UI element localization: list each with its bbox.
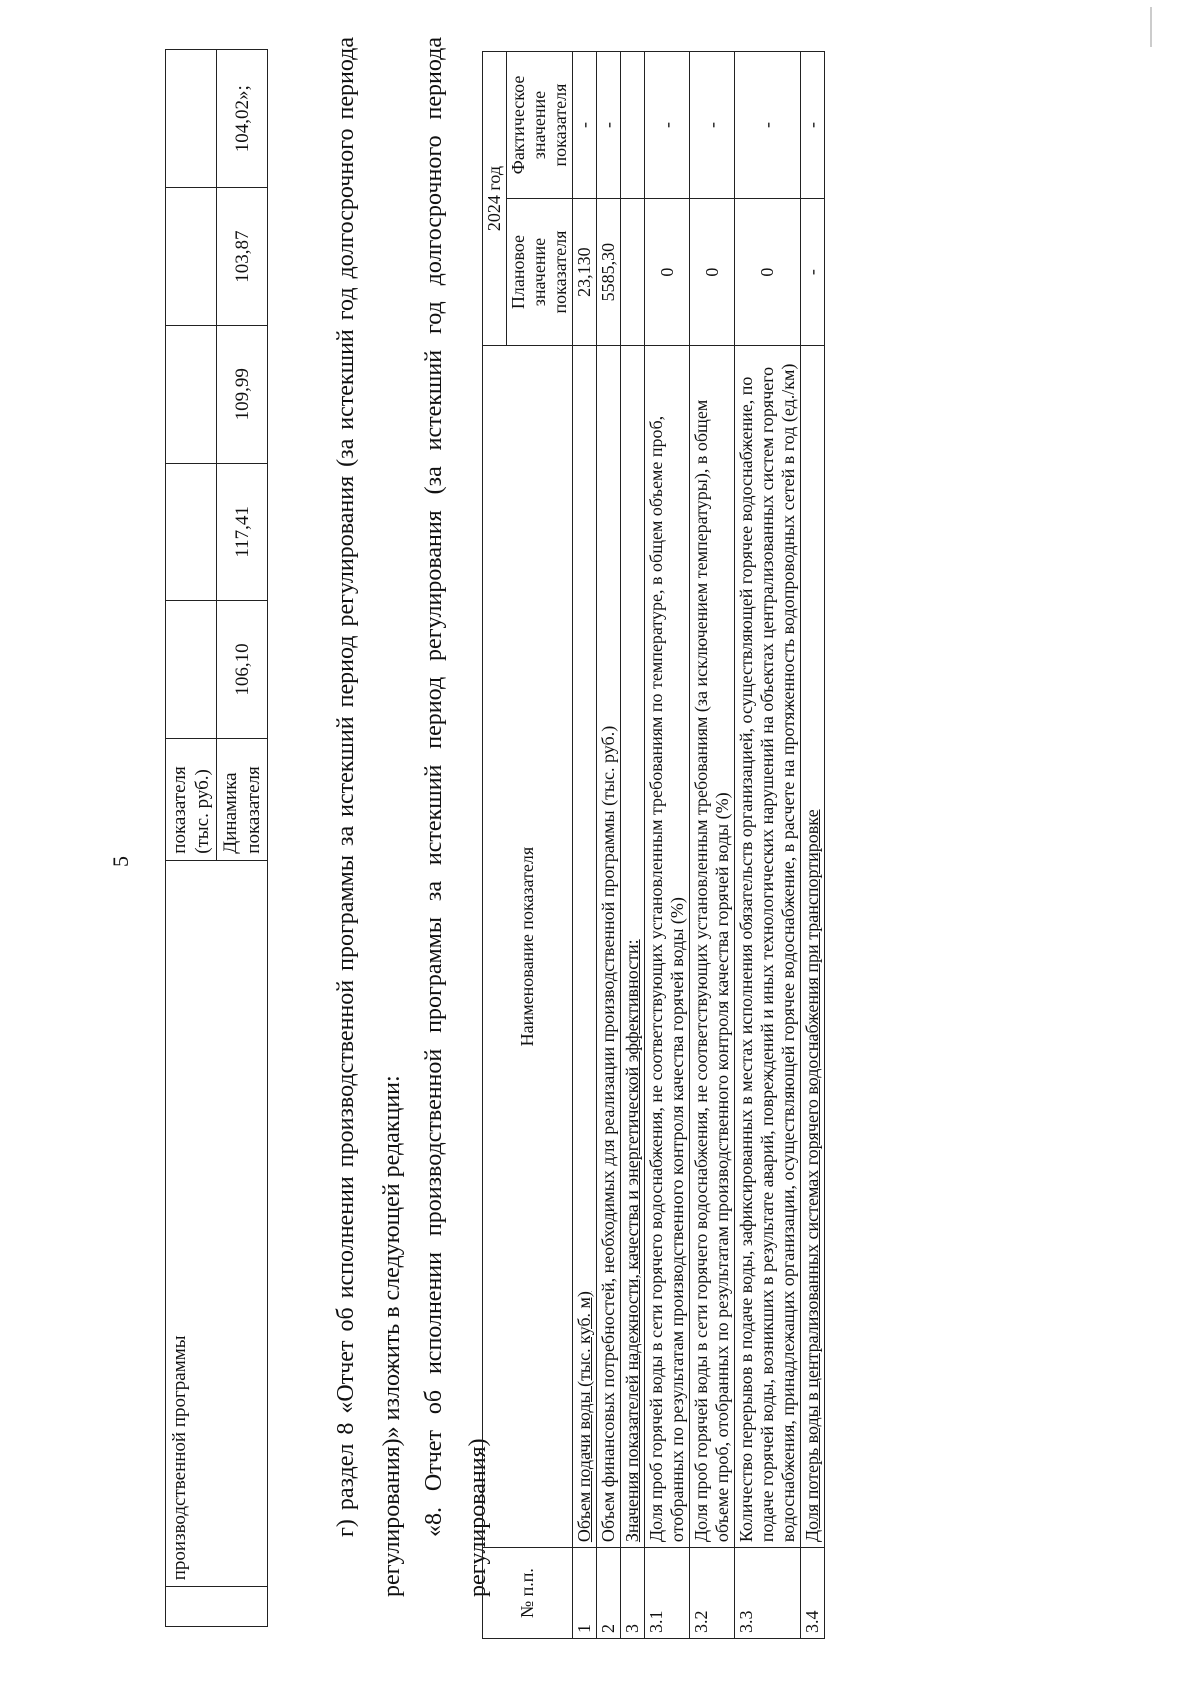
row-name: Значения показателей надежности, качества и энергетической эффективности: bbox=[621, 346, 645, 1548]
row-num: 2 bbox=[597, 1548, 621, 1639]
paragraph-section-title: «8. Отчет об исполнении производственной программы за истекший период регулирования (за истекший год долгосрочного периода регулирования) bbox=[421, 37, 491, 1597]
header-plan: Плановое значение показателя bbox=[507, 199, 573, 346]
row-name: Доля потерь воды в централизованных системах горячего водоснабжения при транспортировке bbox=[801, 346, 825, 1548]
paragraph-amendment: г) раздел 8 «Отчет об исполнении производственной программы за истекший период регулирования (за истекший год долгосрочного периода регулирования)» изложить в следующей редакции: bbox=[333, 37, 405, 1597]
report-table bbox=[482, 51, 825, 1639]
top-table bbox=[165, 49, 268, 1627]
row-plan: 5585,30 bbox=[597, 199, 621, 346]
row-name: Объем финансовых потребностей, необходимых для реализации производственной программы (тыс. руб.) bbox=[597, 346, 621, 1548]
sub-label: показателя (тыс. руб.) bbox=[166, 738, 217, 860]
value-cell: 109,99 bbox=[217, 325, 268, 463]
table-row bbox=[645, 52, 690, 1639]
row-name: Объем подачи воды (тыс. куб. м) bbox=[573, 346, 597, 1548]
page-edge-mark bbox=[1150, 7, 1152, 47]
sub-label: Динамика показателя bbox=[217, 738, 268, 860]
row-plan: 0 bbox=[645, 199, 690, 346]
header-num: № п.п. bbox=[483, 1548, 573, 1639]
row-num: 3.3 bbox=[735, 1548, 801, 1639]
row-label: производственной программы bbox=[166, 860, 268, 1587]
table-row bbox=[690, 52, 735, 1639]
value-cell: 103,87 bbox=[217, 188, 268, 326]
table-row bbox=[801, 52, 825, 1639]
row-num: 3 bbox=[621, 1548, 645, 1639]
value-cell: 104,02»; bbox=[217, 50, 268, 188]
header-year: 2024 год bbox=[483, 52, 507, 346]
value-cell: 106,10 bbox=[217, 601, 268, 739]
row-plan: - bbox=[801, 199, 825, 346]
row-plan: 0 bbox=[735, 199, 801, 346]
row-fact: - bbox=[573, 52, 597, 199]
row-num: 3.2 bbox=[690, 1548, 735, 1639]
value-cell: 117,41 bbox=[217, 463, 268, 601]
table-row bbox=[573, 52, 597, 1639]
header-fact: Фактическое значение показателя bbox=[507, 52, 573, 199]
row-num: 3.4 bbox=[801, 1548, 825, 1639]
row-num: 3.1 bbox=[645, 1548, 690, 1639]
row-plan: 0 bbox=[690, 199, 735, 346]
row-plan bbox=[621, 199, 645, 346]
row-fact: - bbox=[645, 52, 690, 199]
table-row bbox=[166, 50, 217, 1627]
table-row bbox=[621, 52, 645, 1639]
row-fact: - bbox=[690, 52, 735, 199]
table-row bbox=[597, 52, 621, 1639]
header-row bbox=[483, 52, 507, 1639]
table-row bbox=[735, 52, 801, 1639]
row-name: Количество перерывов в подаче воды, зафиксированных в местах исполнения обязательств организацией, осуществляющей горячее водоснабжение, по подаче горячей воды, возникших в результате аварий, повреждений и иных технологических нарушений на объектах централизованных систем горячего водоснабжения, принадлежащих организации, осуществляющей горячее водоснабжение, в расчете на протяженность водопроводных сетей в год (ед./км) bbox=[735, 346, 801, 1548]
row-plan: 23,130 bbox=[573, 199, 597, 346]
row-num: 1 bbox=[573, 1548, 597, 1639]
row-fact: - bbox=[597, 52, 621, 199]
row-fact bbox=[621, 52, 645, 199]
row-name: Доля проб горячей воды в сети горячего водоснабжения, не соответствующих установленным требованиям по температуре, в общем объеме проб, отобранных по результатам производственного контроля качества горячей воды (%) bbox=[645, 346, 690, 1548]
row-name: Доля проб горячей воды в сети горячего водоснабжения, не соответствующих установленным требованиям (за исключением температуры), в общем объеме проб, отобранных по результатам производственного контроля качества горячей воды (%) bbox=[690, 346, 735, 1548]
page-number: 5 bbox=[108, 856, 133, 867]
header-name: Наименование показателя bbox=[483, 346, 573, 1548]
row-fact: - bbox=[735, 52, 801, 199]
row-fact: - bbox=[801, 52, 825, 199]
